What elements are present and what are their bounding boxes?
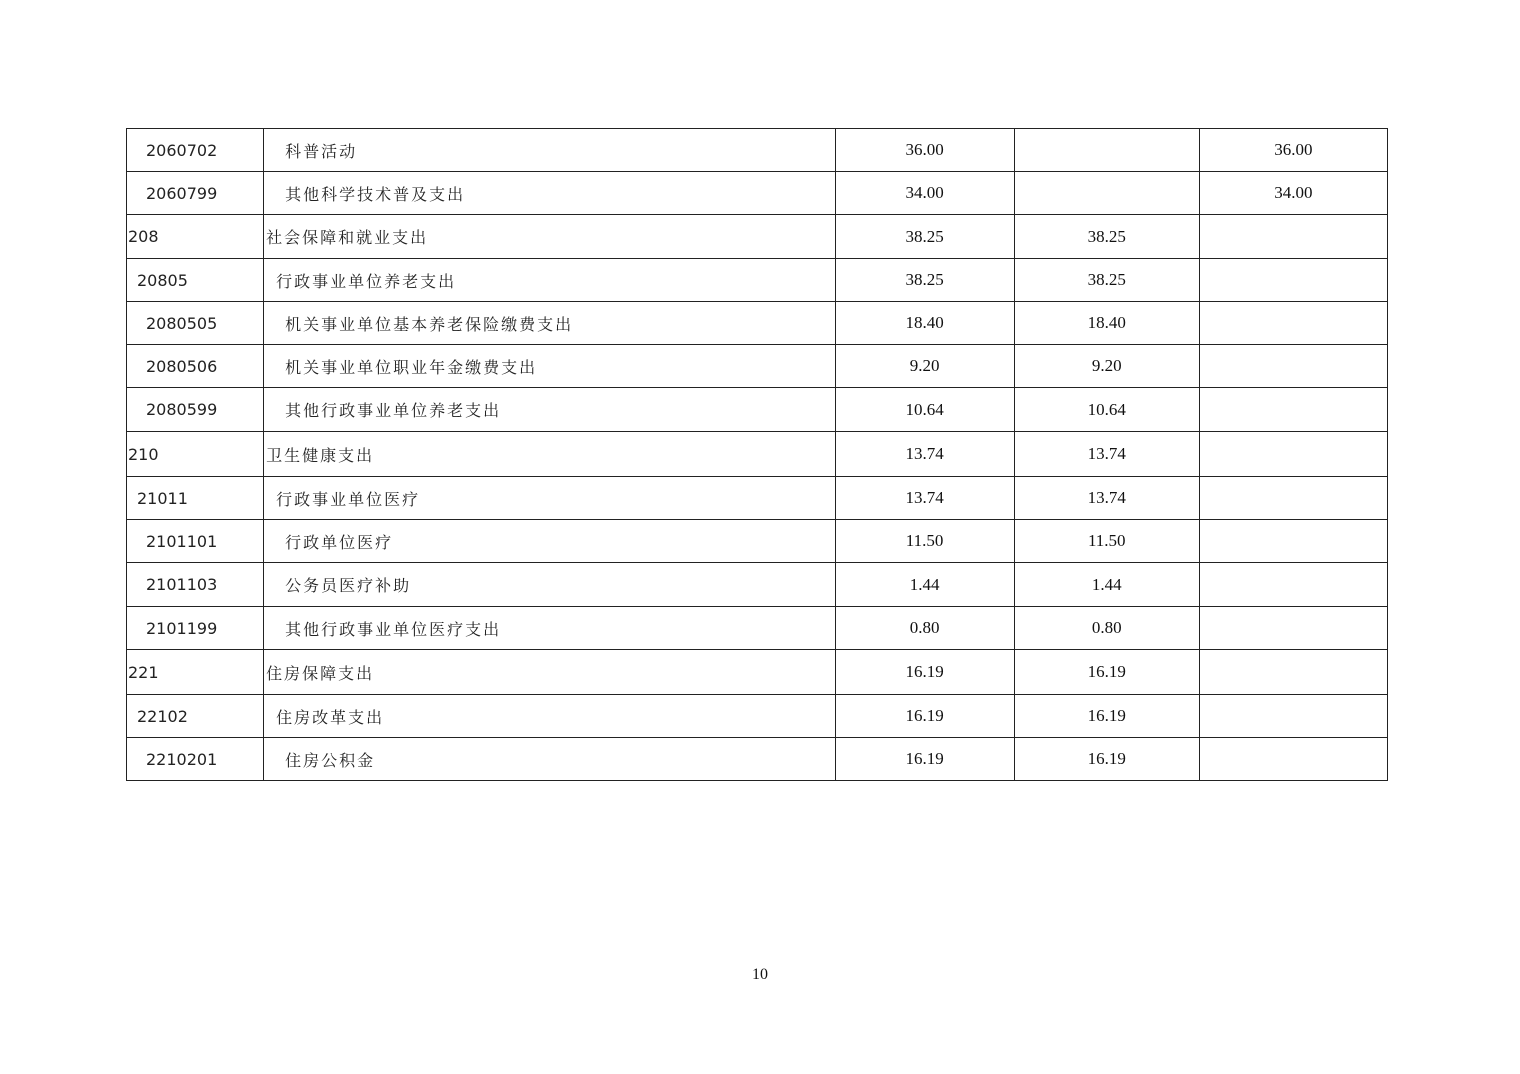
- row-basic-cell: 1.44: [1014, 563, 1199, 607]
- row-project-cell: [1199, 738, 1387, 781]
- table-row: [127, 129, 1388, 172]
- row-name-cell: 住房保障支出: [264, 650, 835, 695]
- table-row: [127, 302, 1388, 345]
- row-code-cell: 2101199: [127, 607, 264, 650]
- row-total-cell: 13.74: [835, 432, 1014, 477]
- table-body: [127, 129, 1388, 781]
- row-basic-cell: 13.74: [1014, 432, 1199, 477]
- row-basic-cell: 38.25: [1014, 259, 1199, 302]
- row-basic-cell: 16.19: [1014, 650, 1199, 695]
- table-row: [127, 259, 1388, 302]
- row-code-cell: 2060702: [127, 129, 264, 172]
- row-basic-cell: 38.25: [1014, 215, 1199, 259]
- row-project-cell: [1199, 345, 1387, 388]
- row-project-cell: [1199, 302, 1387, 345]
- row-name-cell: 机关事业单位基本养老保险缴费支出: [264, 302, 835, 345]
- row-total-cell: 36.00: [835, 129, 1014, 172]
- table-row: [127, 650, 1388, 695]
- row-basic-cell: 16.19: [1014, 695, 1199, 738]
- row-name-cell: 行政事业单位医疗: [264, 477, 835, 520]
- row-code-cell: 208: [127, 215, 264, 259]
- row-code-cell: 2080506: [127, 345, 264, 388]
- row-total-cell: 16.19: [835, 695, 1014, 738]
- row-project-cell: [1199, 215, 1387, 259]
- table-row: [127, 695, 1388, 738]
- row-name-cell: 其他行政事业单位医疗支出: [264, 607, 835, 650]
- table-row: [127, 432, 1388, 477]
- row-total-cell: 0.80: [835, 607, 1014, 650]
- row-total-cell: 9.20: [835, 345, 1014, 388]
- row-total-cell: 13.74: [835, 477, 1014, 520]
- row-code-cell: 21011: [127, 477, 264, 520]
- table-row: [127, 388, 1388, 432]
- row-total-cell: 11.50: [835, 520, 1014, 563]
- table-row: [127, 172, 1388, 215]
- row-basic-cell: [1014, 172, 1199, 215]
- row-name-cell: 卫生健康支出: [264, 432, 835, 477]
- row-project-cell: [1199, 432, 1387, 477]
- row-code-cell: 221: [127, 650, 264, 695]
- row-code-cell: 2060799: [127, 172, 264, 215]
- row-basic-cell: 11.50: [1014, 520, 1199, 563]
- row-code-cell: 2101101: [127, 520, 264, 563]
- row-total-cell: 1.44: [835, 563, 1014, 607]
- row-name-cell: 机关事业单位职业年金缴费支出: [264, 345, 835, 388]
- row-name-cell: 行政事业单位养老支出: [264, 259, 835, 302]
- row-code-cell: 2080599: [127, 388, 264, 432]
- row-project-cell: [1199, 388, 1387, 432]
- row-project-cell: [1199, 563, 1387, 607]
- row-total-cell: 38.25: [835, 215, 1014, 259]
- row-name-cell: 其他行政事业单位养老支出: [264, 388, 835, 432]
- row-name-cell: 行政单位医疗: [264, 520, 835, 563]
- row-project-cell: [1199, 259, 1387, 302]
- page-number: 10: [752, 966, 768, 983]
- row-project-cell: [1199, 607, 1387, 650]
- row-project-cell: 34.00: [1199, 172, 1387, 215]
- row-name-cell: 住房公积金: [264, 738, 835, 781]
- row-project-cell: [1199, 477, 1387, 520]
- row-name-cell: 其他科学技术普及支出: [264, 172, 835, 215]
- row-total-cell: 34.00: [835, 172, 1014, 215]
- row-name-cell: 社会保障和就业支出: [264, 215, 835, 259]
- row-code-cell: 210: [127, 432, 264, 477]
- row-basic-cell: 13.74: [1014, 477, 1199, 520]
- row-basic-cell: 0.80: [1014, 607, 1199, 650]
- table-row: [127, 520, 1388, 563]
- row-name-cell: 公务员医疗补助: [264, 563, 835, 607]
- row-total-cell: 18.40: [835, 302, 1014, 345]
- row-code-cell: 20805: [127, 259, 264, 302]
- row-name-cell: 住房改革支出: [264, 695, 835, 738]
- table-row: [127, 215, 1388, 259]
- table-row: [127, 563, 1388, 607]
- row-total-cell: 16.19: [835, 650, 1014, 695]
- row-basic-cell: 18.40: [1014, 302, 1199, 345]
- table-row: [127, 607, 1388, 650]
- row-name-cell: 科普活动: [264, 129, 835, 172]
- row-basic-cell: 10.64: [1014, 388, 1199, 432]
- row-basic-cell: 9.20: [1014, 345, 1199, 388]
- row-code-cell: 2210201: [127, 738, 264, 781]
- table-row: [127, 738, 1388, 781]
- table-row: [127, 477, 1388, 520]
- row-code-cell: 22102: [127, 695, 264, 738]
- row-total-cell: 16.19: [835, 738, 1014, 781]
- row-total-cell: 38.25: [835, 259, 1014, 302]
- row-basic-cell: [1014, 129, 1199, 172]
- budget-table: [126, 128, 1388, 781]
- row-code-cell: 2101103: [127, 563, 264, 607]
- row-project-cell: [1199, 695, 1387, 738]
- table-row: [127, 345, 1388, 388]
- row-project-cell: [1199, 520, 1387, 563]
- row-code-cell: 2080505: [127, 302, 264, 345]
- row-project-cell: [1199, 650, 1387, 695]
- row-basic-cell: 16.19: [1014, 738, 1199, 781]
- row-project-cell: 36.00: [1199, 129, 1387, 172]
- row-total-cell: 10.64: [835, 388, 1014, 432]
